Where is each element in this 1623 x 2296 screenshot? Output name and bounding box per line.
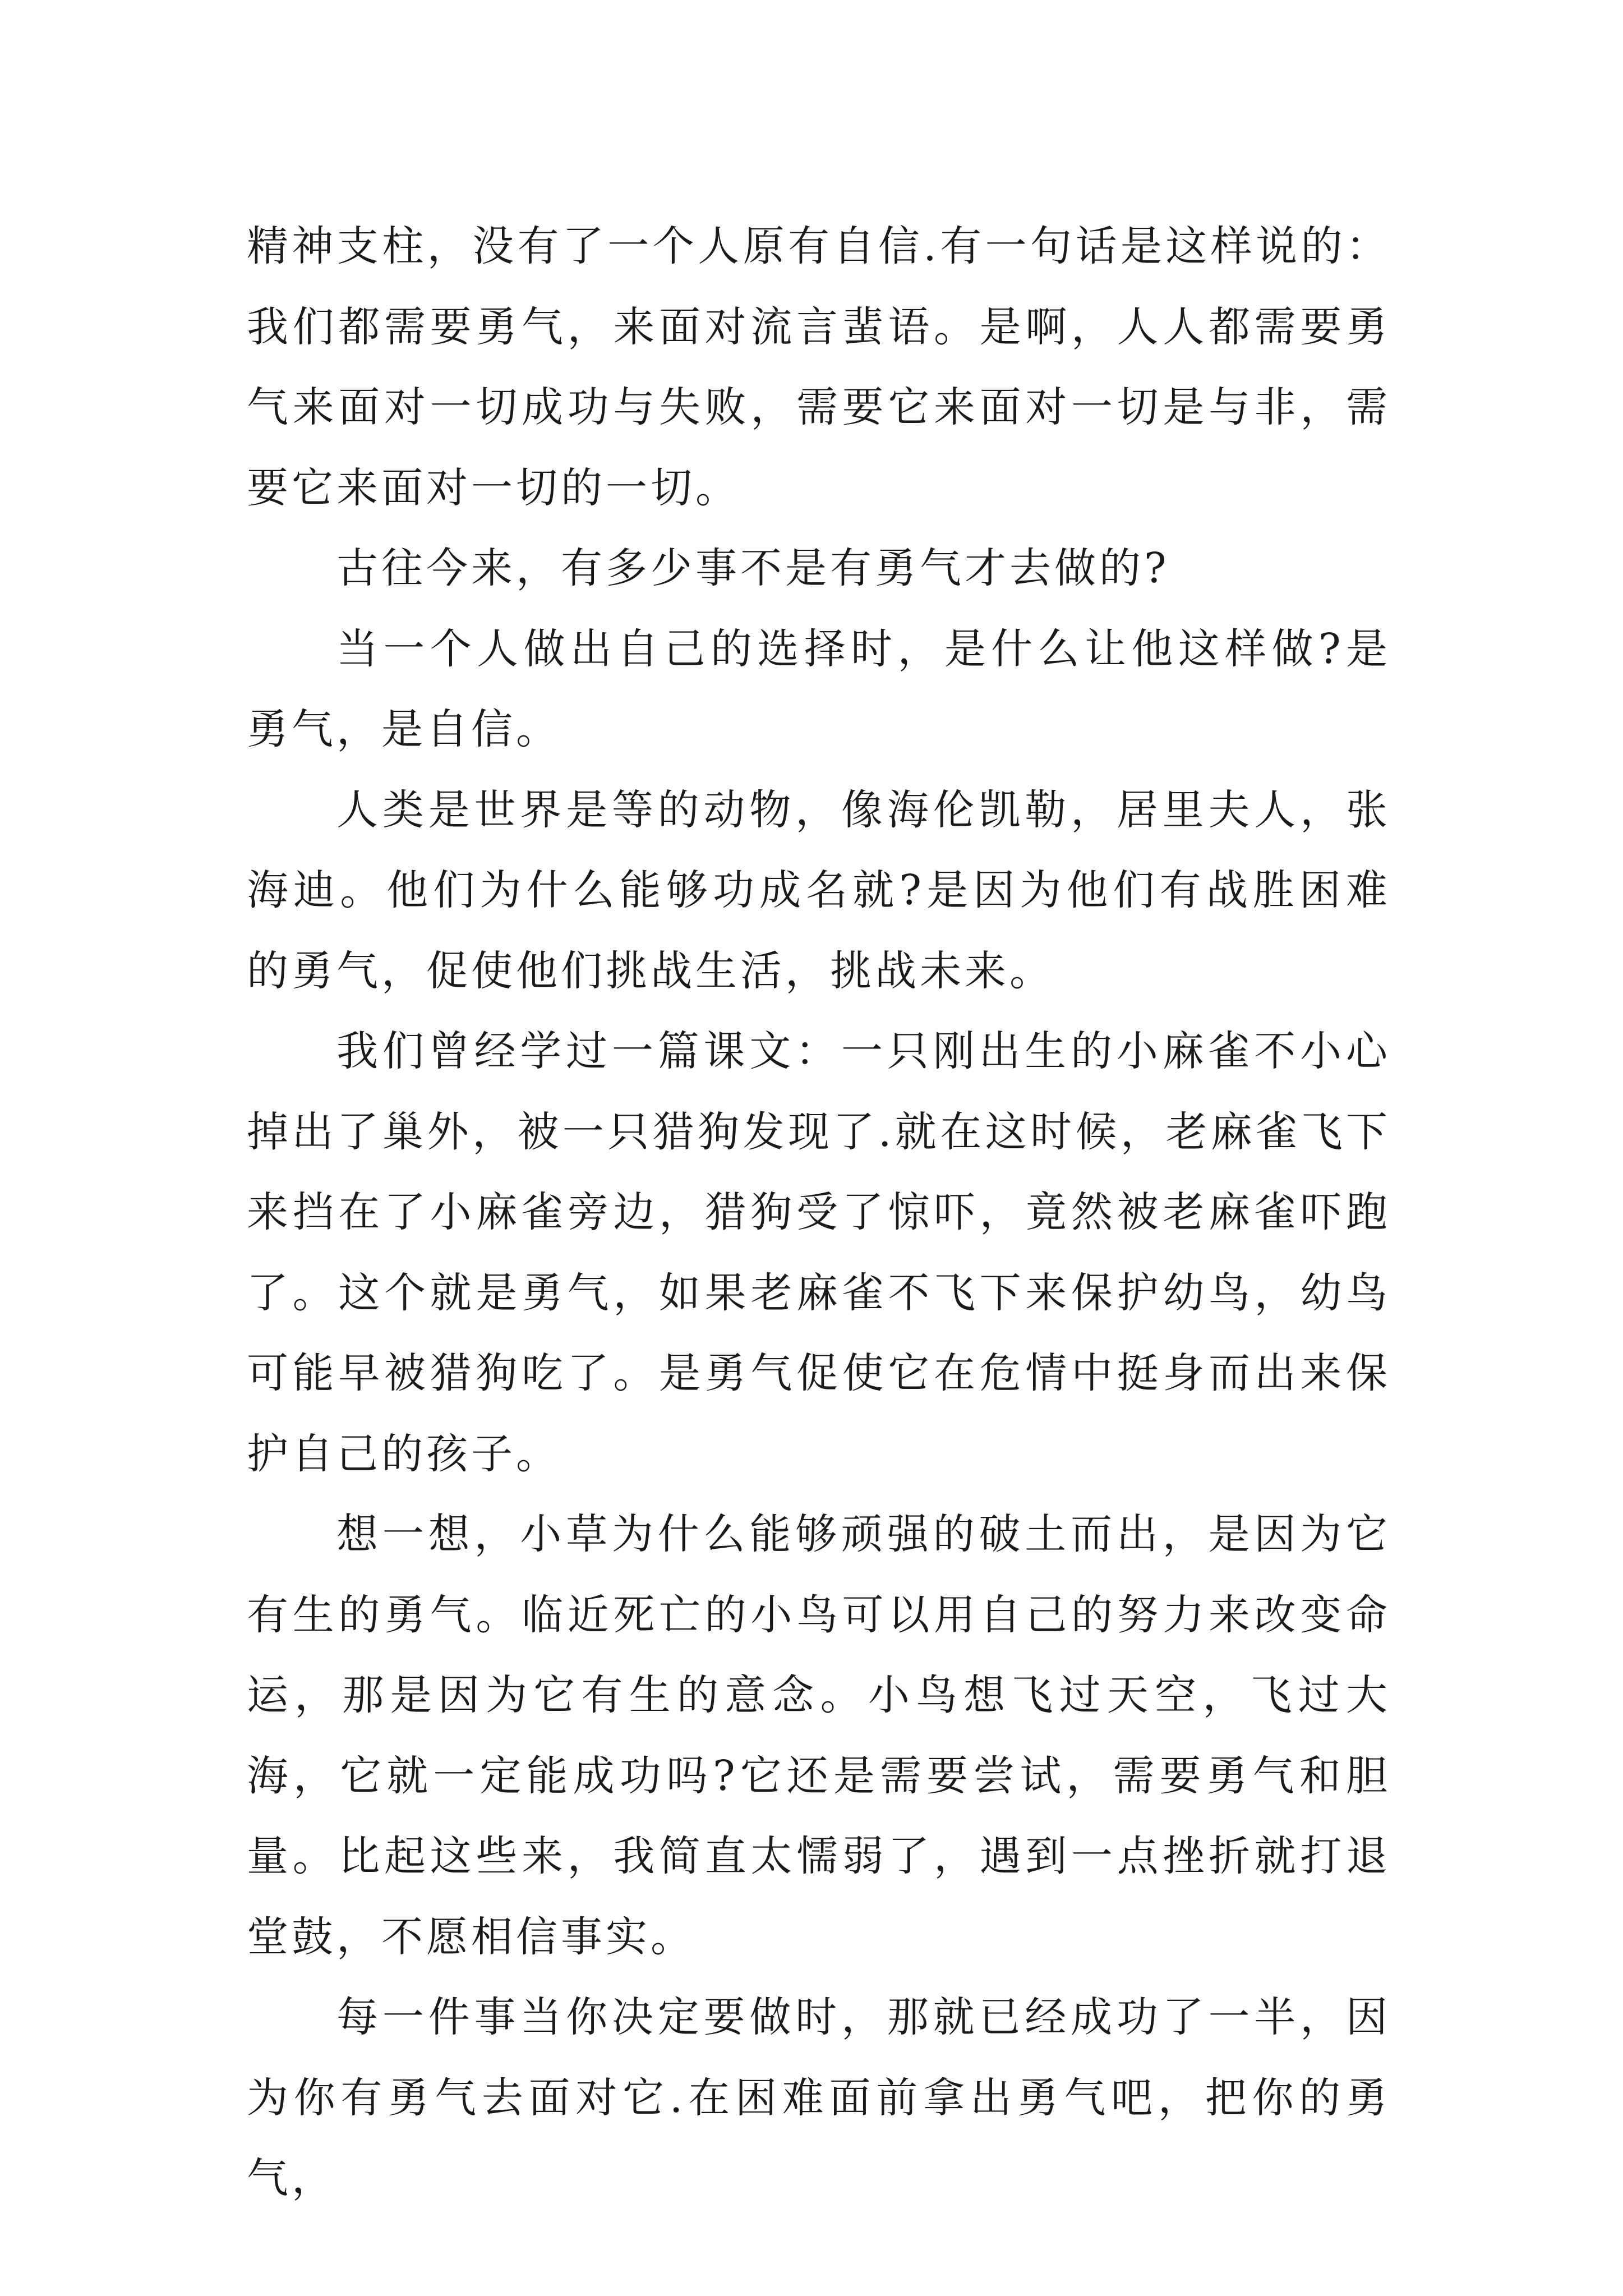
paragraph: 当一个人做出自己的选择时，是什么让他这样做?是勇气，是自信。 bbox=[247, 624, 1391, 753]
paragraph: 人类是世界是等的动物，像海伦凯勒，居里夫人，张海迪。他们为什么能够功成名就?是因为他们有战胜困难的勇气，促使他们挑战生活，挑战未来。 bbox=[247, 785, 1391, 995]
paragraph: 精神支柱，没有了一个人原有自信.有一句话是这样说的：我们都需要勇气，来面对流言蜚语。是啊，人人都需要勇气来面对一切成功与失败，需要它来面对一切是与非，需要它来面对一切的一切。 bbox=[247, 222, 1391, 512]
paragraph: 古往今来，有多少事不是有勇气才去做的? bbox=[336, 544, 1170, 592]
document-body bbox=[247, 206, 1391, 2219]
paragraph: 每一件事当你决定要做时，那就已经成功了一半，因为你有勇气去面对它.在困难面前拿出勇气吧，把你的勇气， bbox=[247, 1993, 1391, 2202]
paragraph: 想一想，小草为什么能够顽强的破土而出，是因为它有生的勇气。临近死亡的小鸟可以用自己的努力来改变命运，那是因为它有生的意念。小鸟想飞过天空，飞过大海，它就一定能成功吗?它还是需要尝试，需要勇气和胆量。比起这些来，我简直太懦弱了，遇到一点挫折就打退堂鼓，不愿相信事实。 bbox=[247, 1510, 1391, 1961]
paragraph: 我们曾经学过一篇课文：一只刚出生的小麻雀不小心掉出了巢外，被一只猎狗发现了.就在这时候，老麻雀飞下来挡在了小麻雀旁边，猎狗受了惊吓，竟然被老麻雀吓跑了。这个就是勇气，如果老麻雀不飞下来保护幼鸟，幼鸟可能早被猎狗吃了。是勇气促使它在危情中挺身而出来保护自己的孩子。 bbox=[247, 1027, 1391, 1478]
